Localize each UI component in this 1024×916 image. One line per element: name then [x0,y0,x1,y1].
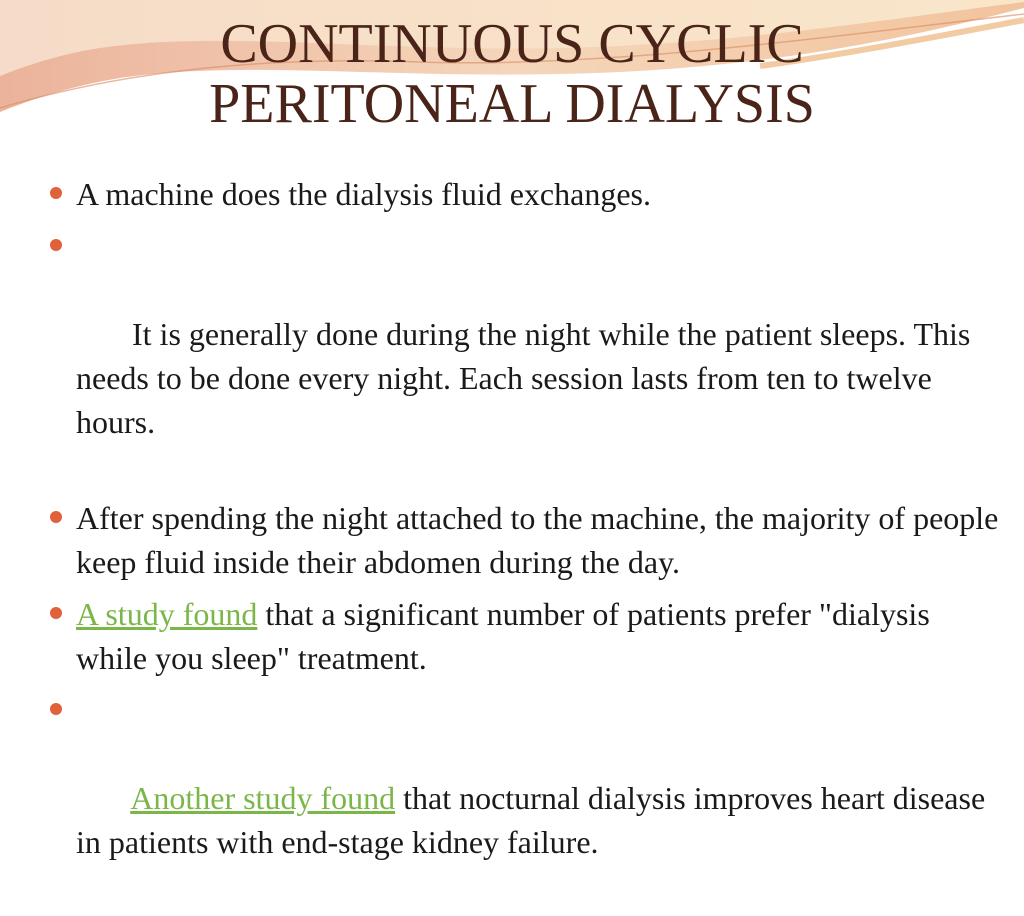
slide-title [0,14,1024,134]
slide-title-line-2: PERITONEAL DIALYSIS [209,73,815,135]
bullet-item [44,688,1004,908]
bullet-text: that nocturnal dialysis improves heart disease in patients with end-stage kidney failure. [76,780,994,860]
bullet-dot-icon [50,239,62,251]
bullet-dot-icon [50,187,62,199]
bullet-dot-icon [50,703,62,715]
study-link[interactable]: A study found [76,596,258,632]
bullet-list [44,172,1004,916]
slide-title-line-1: CONTINUOUS CYCLIC [220,13,804,75]
bullet-text: After spending the night attached to the machine, the majority of people keep fluid inside their abdomen during the day. [76,500,999,580]
bullet-dot-icon [50,511,62,523]
bullet-item [44,172,1004,216]
bullet-item [44,592,1004,680]
another-study-link[interactable]: Another study found [130,780,396,816]
bullet-text: It is generally done during the night while the patient sleeps. This needs to be done every night. Each session lasts from ten to twelve hours. [76,316,979,440]
bullet-text: A machine does the dialysis fluid exchanges. [76,176,651,212]
bullet-item [44,224,1004,488]
bullet-text: that a significant number of patients prefer "dialysis while you sleep" treatment. [76,596,930,676]
bullet-dot-icon [50,607,62,619]
bullet-item [44,496,1004,584]
